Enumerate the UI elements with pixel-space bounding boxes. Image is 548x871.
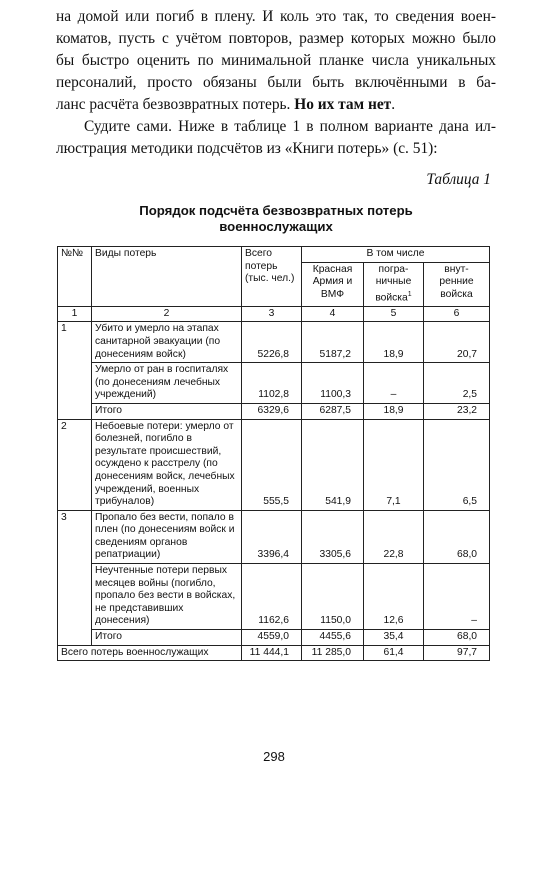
losses-table: [57, 246, 490, 661]
cell-red-army: 3305,6: [302, 510, 364, 563]
header-red-army: Красная Армия и ВМФ: [302, 262, 364, 306]
paragraph-2: [56, 116, 496, 160]
text-line: люстрация методики подсчётов из «Книги потерь» (с. 51):: [56, 140, 438, 157]
text-line: Судите сами. Ниже в таблице 1 в полном варианте дана ил-: [84, 118, 496, 135]
loss-type: Убито и умерло на этапах санитарной эвакуации (по донесениям войск): [92, 322, 242, 363]
col-number: 1: [58, 306, 92, 322]
cell-red-army: 5187,2: [302, 322, 364, 363]
cell-red-army: 1150,0: [302, 564, 364, 630]
text-line: коматов, пусть с учётом повторов, размер которых можно было: [56, 30, 496, 47]
cell-red-army: 1100,3: [302, 363, 364, 404]
table-label: Таблица 1: [426, 171, 491, 188]
cell-internal: 23,2: [424, 403, 490, 419]
header-border-text: погра- ничные войска: [375, 263, 412, 304]
cell-total: 555,5: [242, 419, 302, 510]
header-row: [58, 247, 490, 263]
table-row-subtotal: [58, 403, 490, 419]
cell-internal: –: [424, 564, 490, 630]
cell-border: 22,8: [364, 510, 424, 563]
cell-border: 61,4: [364, 645, 424, 661]
loss-type: Итого: [92, 630, 242, 646]
cell-internal: 6,5: [424, 419, 490, 510]
cell-total: 5226,8: [242, 322, 302, 363]
loss-type: Пропало без вести, попало в плен (по донесениям войск и сведениям органов репатриации): [92, 510, 242, 563]
table-row: [58, 564, 490, 630]
header-total: Всего потерь (тыс. чел.): [242, 247, 302, 307]
loss-type: Небоевые потери: умерло от болезней, погибло в результате происшествий, осуждено к расстрелу (по донесениям войск, лечебных учреждений, военных трибуналов): [92, 419, 242, 510]
table-title-line: Порядок подсчёта безвозвратных потерь: [139, 203, 413, 218]
text-line: [56, 94, 496, 116]
col-number: 2: [92, 306, 242, 322]
cell-red-army: 11 285,0: [302, 645, 364, 661]
row-number: 2: [58, 419, 92, 510]
text-fragment: .: [391, 96, 396, 113]
table-row: [58, 322, 490, 363]
table-row-subtotal: [58, 630, 490, 646]
paragraph-1: [56, 6, 496, 116]
row-number: 1: [58, 322, 92, 419]
header-including: В том числе: [302, 247, 490, 263]
text-line: бы быстро оценить по минимальной планке числа уникальных: [56, 52, 496, 69]
cell-border: 12,6: [364, 564, 424, 630]
table-title: [56, 203, 496, 235]
table-row: [58, 419, 490, 510]
cell-total: 4559,0: [242, 630, 302, 646]
cell-internal: 20,7: [424, 322, 490, 363]
cell-total: 1162,6: [242, 564, 302, 630]
cell-red-army: 541,9: [302, 419, 364, 510]
cell-border: 35,4: [364, 630, 424, 646]
loss-type: Итого: [92, 403, 242, 419]
col-number: 4: [302, 306, 364, 322]
grand-total-label: Всего потерь военнослужащих: [58, 645, 242, 661]
text-line: персоналий, просто обязаны были быть включёнными в ба-: [56, 74, 496, 91]
cell-border: 7,1: [364, 419, 424, 510]
header-internal: внут- ренние войска: [424, 262, 490, 306]
col-number: 5: [364, 306, 424, 322]
page-number: 298: [263, 749, 285, 764]
cell-total: 1102,8: [242, 363, 302, 404]
row-number: 3: [58, 510, 92, 645]
text-fragment: ланс расчёта безвозвратных потерь.: [56, 96, 295, 113]
table-row: [58, 363, 490, 404]
column-number-row: [58, 306, 490, 322]
header-no: №№: [58, 247, 92, 307]
loss-type: Умерло от ран в госпиталях (по донесениям лечебных учреждений): [92, 363, 242, 404]
cell-total: 6329,6: [242, 403, 302, 419]
header-border: [364, 262, 424, 306]
text-line: на домой или погиб в плену. И коль это так, то сведения воен-: [56, 8, 496, 25]
col-number: 6: [424, 306, 490, 322]
cell-internal: 2,5: [424, 363, 490, 404]
cell-red-army: 4455,6: [302, 630, 364, 646]
cell-internal: 68,0: [424, 510, 490, 563]
loss-type: Неучтенные потери первых месяцев войны (погибло, пропало без вести в войсках, не представивших донесения): [92, 564, 242, 630]
cell-total: 11 444,1: [242, 645, 302, 661]
cell-total: 3396,4: [242, 510, 302, 563]
cell-internal: 97,7: [424, 645, 490, 661]
header-types: Виды потерь: [92, 247, 242, 307]
table-title-line: военнослужащих: [219, 219, 333, 234]
footnote-marker: 1: [407, 290, 412, 298]
col-number: 3: [242, 306, 302, 322]
emphasis-text: Но их там нет: [294, 96, 392, 113]
table-row: [58, 510, 490, 563]
table-row-grand-total: [58, 645, 490, 661]
cell-internal: 68,0: [424, 630, 490, 646]
cell-border: 18,9: [364, 322, 424, 363]
cell-border: –: [364, 363, 424, 404]
cell-red-army: 6287,5: [302, 403, 364, 419]
cell-border: 18,9: [364, 403, 424, 419]
